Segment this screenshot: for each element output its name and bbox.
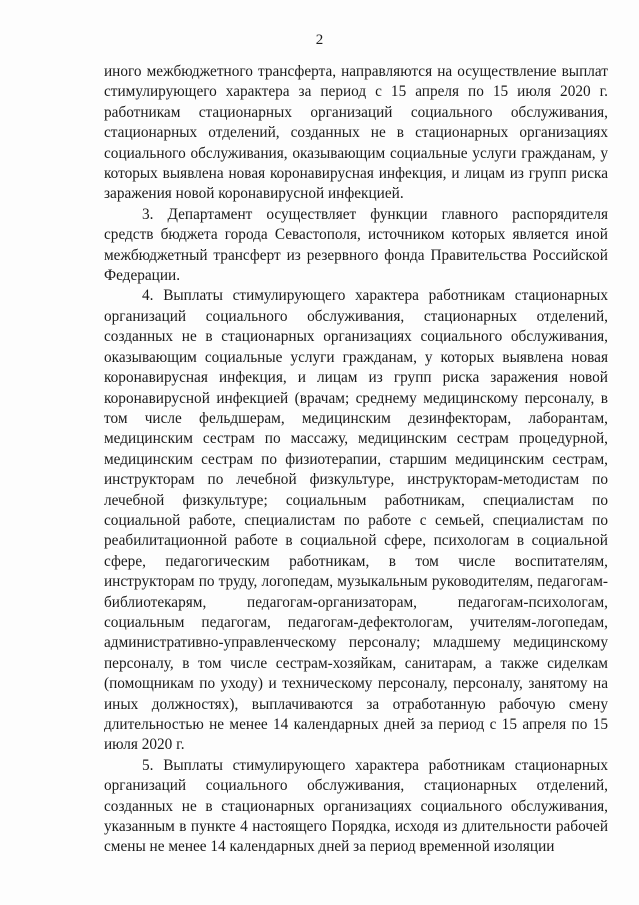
paragraph-continuation: иного межбюджетного трансферта, направляются на осуществление выплат стимулирующего характера за период с 15 апреля по 15 июля 2020 г. работникам стационарных организаций социального обслуживания, стационарных отделений, созданных не в стационарных организациях социального обслуживания, оказывающим социальные услуги гражданам, у которых выявлена новая коронавирусная инфекция, и лицам из групп риска заражения новой коронавирусной инфекцией. bbox=[104, 63, 608, 203]
document-body bbox=[104, 62, 608, 858]
paragraph-item-5: 5. Выплаты стимулирующего характера работникам стационарных организаций социального обслуживания, стационарных отделений, созданных не в стационарных организациях социального обслуживания, указанным в пункте 4 настоящего Порядка, исходя из длительности рабочей смены не менее 14 календарных дней за период временной изоляции bbox=[104, 756, 608, 856]
paragraph-item-4: 4. Выплаты стимулирующего характера работникам стационарных организаций социального обслуживания, стационарных отделений, созданных не в стационарных организациях социального обслуживания, оказывающим социальные услуги гражданам, у которых выявлена новая коронавирусная инфекция, и лицам из групп риска заражения новой коронавирусной инфекцией (врачам; среднему медицинскому персоналу, в том числе фельдшерам, медицинским дезинфекторам, лаборантам, медицинским сестрам по массажу, медицинским сестрам процедурной, медицинским сестрам по физиотерапии, старшим медицинским сестрам, инструкторам по лечебной физкультуре, инструкторам-методистам по лечебной физкультуре; социальным работникам, специалистам по социальной работе, специалистам по работе с семьей, специалистам по реабилитационной работе в социальной сфере, психологам в социальной сфере, педагогическим работникам, в том числе воспитателям, инструкторам по труду, логопедам, музыкальным руководителям, педагогам-библиотекарям, педагогам-организаторам, педагогам-психологам, социальным педагогам, педагогам-дефектологам, учителям-логопедам, административно-управленческому персоналу; младшему медицинскому персоналу, в том числе сестрам-хозяйкам, санитарам, а также сиделкам (помощникам по уходу) и техническому персоналу, персоналу, занятому на иных должностях), выплачиваются за отработанную рабочую смену длительностью не менее 14 календарных дней за период с 15 апреля по 15 июля 2020 г. bbox=[104, 287, 608, 754]
paragraph-item-3: 3. Департамент осуществляет функции главного распорядителя средств бюджета города Севастополя, источником которых является иной межбюджетный трансферт из резервного фонда Правительства Российской Федерации. bbox=[104, 205, 608, 285]
page-number: 2 bbox=[315, 32, 324, 48]
